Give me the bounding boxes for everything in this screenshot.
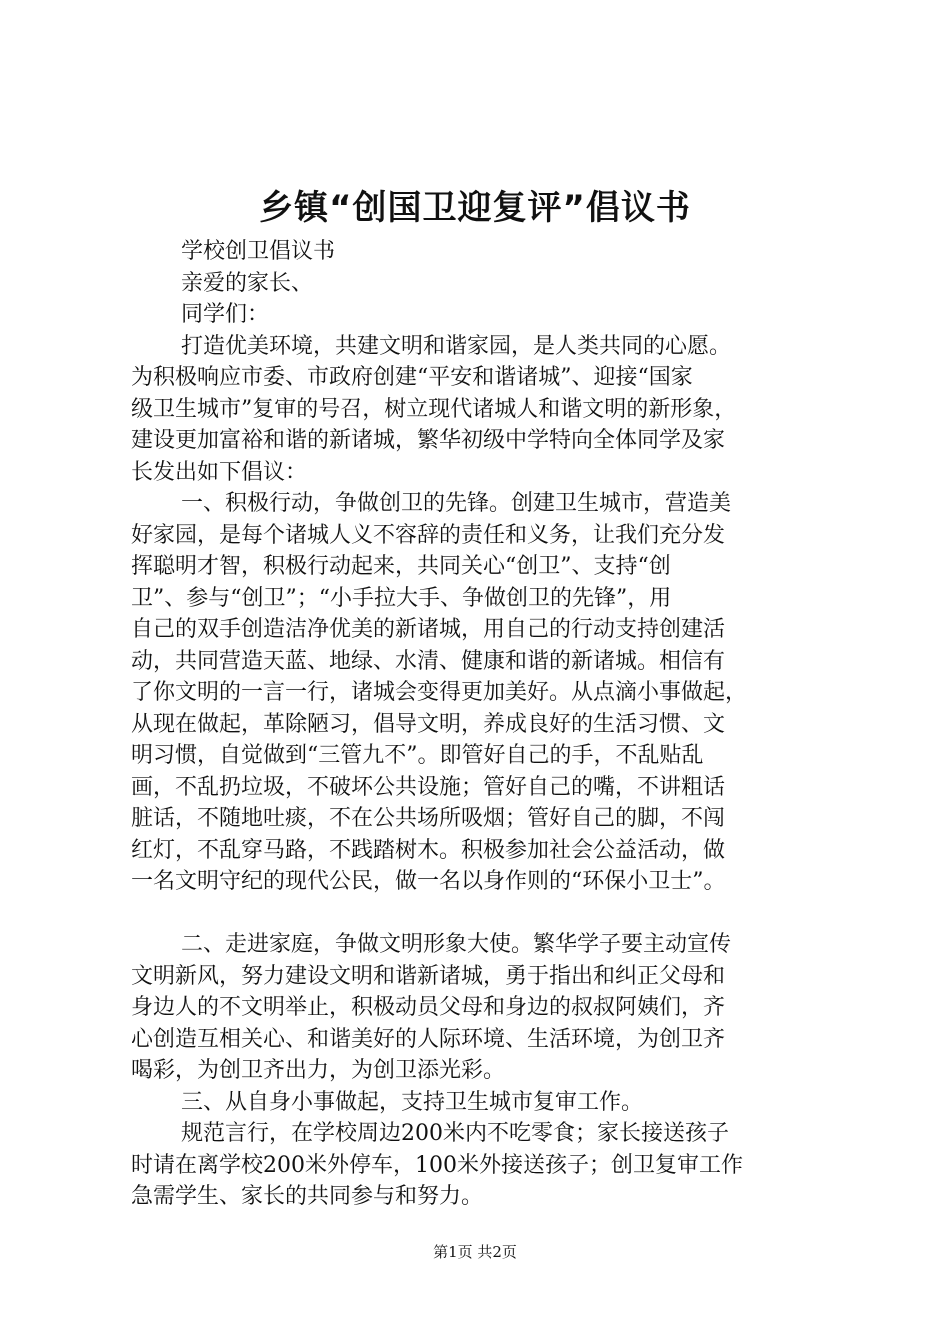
text-line: 卫”、参与“创卫”；“小手拉大手、争做创卫的先锋”，用	[131, 585, 672, 611]
text-line: 文明新风，努力建设文明和谐新诸城，勇于指出和纠正父母和	[131, 963, 726, 989]
text-line: 身边人的不文明举止，积极动员父母和身边的叔叔阿姨们，齐	[131, 995, 726, 1020]
text-line: 脏话，不随地吐痰，不在公共场所吸烟；管好自己的脚，不闯	[131, 806, 726, 831]
text-line: 一、积极行动，争做创卫的先锋。创建卫生城市，营造美	[181, 491, 732, 516]
text-line: 学校创卫倡议书	[181, 239, 336, 264]
text-line: 心创造互相关心、和谐美好的人际环境、生活环境，为创卫齐	[131, 1026, 726, 1052]
page-footer: 第1页 共2页	[433, 1243, 517, 1261]
text-line: 一名文明守纪的现代公民，做一名以身作则的“环保小卫士”。	[131, 869, 726, 894]
text-line: 为积极响应市委、市政府创建“平安和谐诸城”、迎接“国家	[131, 365, 693, 390]
text-line: 急需学生、家长的共同参与和努力。	[131, 1184, 484, 1209]
text-line: 明习惯，自觉做到“三管九不”。即管好自己的手，不乱贴乱	[131, 743, 704, 768]
text-line: 好家园，是每个诸城人义不容辞的责任和义务，让我们充分发	[131, 522, 726, 548]
text-line: 二、走进家庭，争做文明形象大使。繁华学子要主动宣传	[181, 932, 732, 957]
text-line: 时请在离学校200米外停车，100米外接送孩子；创卫复审工作	[131, 1152, 743, 1178]
document-body	[131, 236, 831, 1213]
text-line: 动，共同营造天蓝、地绿、水清、健康和谐的新诸城。相信有	[131, 648, 726, 674]
text-line: 喝彩，为创卫齐出力，为创卫添光彩。	[131, 1058, 506, 1083]
text-line: 级卫生城市”复审的号召，树立现代诸城人和谐文明的新形象，	[131, 396, 737, 422]
text-line: 打造优美环境，共建文明和谐家园，是人类共同的心愿。	[181, 333, 732, 359]
text-line: 自己的双手创造洁净优美的新诸城，用自己的行动支持创建活	[131, 617, 726, 642]
text-line: 长发出如下倡议：	[131, 459, 308, 485]
text-line: 从现在做起，革除陋习，倡导文明，养成良好的生活习惯、文	[131, 711, 726, 737]
text-line: 同学们：	[181, 302, 270, 327]
document-title: 乡镇“创国卫迎复评”倡议书	[259, 188, 691, 228]
text-line: 红灯，不乱穿马路，不践踏树木。积极参加社会公益活动，做	[131, 837, 726, 863]
text-line: 了你文明的一言一行，诸城会变得更加美好。从点滴小事做起，	[131, 680, 748, 705]
text-line: 画，不乱扔垃圾，不破坏公共设施；管好自己的嘴，不讲粗话	[131, 774, 726, 800]
text-line: 建设更加富裕和谐的新诸城，繁华初级中学特向全体同学及家	[131, 428, 726, 453]
text-line: 三、从自身小事做起，支持卫生城市复审工作。	[181, 1089, 644, 1115]
blank-line	[131, 898, 831, 930]
text-line: 挥聪明才智，积极行动起来，共同关心“创卫”、支持“创	[131, 554, 671, 579]
text-line: 亲爱的家长、	[181, 270, 314, 296]
text-line: 规范言行，在学校周边200米内不吃零食；家长接送孩子	[181, 1121, 729, 1146]
